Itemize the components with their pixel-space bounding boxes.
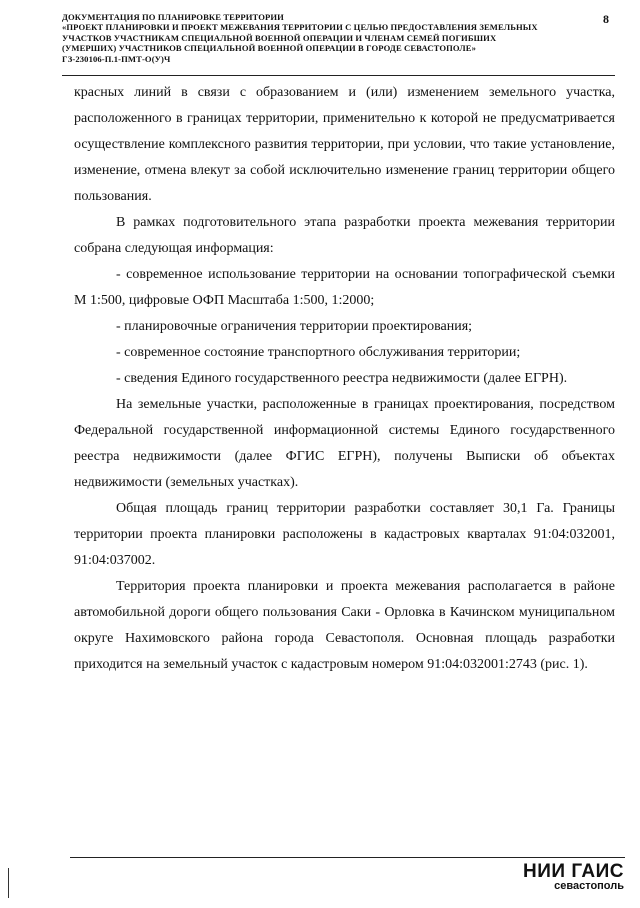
company-logo: [484, 862, 624, 892]
list-item: - сведения Единого государственного реестра недвижимости (далее ЕГРН).: [116, 371, 568, 386]
header-line: «ПРОЕКТ ПЛАНИРОВКИ И ПРОЕКТ МЕЖЕВАНИЯ ТЕРРИТОРИИ С ЦЕЛЬЮ ПРЕДОСТАВЛЕНИЯ ЗЕМЕЛЬНЫХ: [62, 22, 538, 33]
paragraph: Общая площадь границ территории разработки составляет 30,1 Га. Границы территории проекта планировки расположены в кадастровых кварталах 91:04:032001, 91:04:037002.: [74, 501, 615, 568]
paragraph: На земельные участки, расположенные в границах проектирования, посредством Федеральной государственной информационной системы Единого государственного реестра недвижимости (далее ФГИС ЕГРН), получены Выписки об объектах недвижимости (земельных участках).: [74, 397, 615, 490]
footer-divider: [70, 857, 625, 858]
paragraph: Территория проекта планировки и проекта межевания располагается в районе автомобильной дороги общего пользования Саки - Орловка в Качинском муниципальном округе Нахимовского района города Севастополя. Основная площадь разработки приходится на земельный участок с кадастровым номером 91:04:032001:2743 (рис. 1).: [74, 579, 615, 672]
list-item: - современное использование территории на основании топографической съемки М 1:500, цифровые ОФП Масштаба 1:500, 1:2000;: [74, 267, 615, 308]
header-line: ДОКУМЕНТАЦИЯ ПО ПЛАНИРОВКЕ ТЕРРИТОРИИ: [62, 12, 284, 22]
document-body: [74, 80, 615, 678]
list-item: - современное состояние транспортного обслуживания территории;: [116, 345, 521, 360]
header-line: (УМЕРШИХ) УЧАСТНИКОВ СПЕЦИАЛЬНОЙ ВОЕННОЙ ОПЕРАЦИИ В ГОРОДЕ СЕВАСТОПОЛЕ»: [62, 43, 477, 54]
document-code: ГЗ-230106-П.1-ПМТ-О(У)Ч: [62, 53, 171, 64]
page-number: 8: [603, 12, 609, 26]
paragraph: красных линий в связи с образованием и (или) изменением земельного участка, расположенного в границах территории, применительно к которой не предусматривается осуществление комплексного развития территории, при условии, что такие установление, изменение, отмена влекут за собой исключительно изменение границ территории общего пользования.: [74, 85, 615, 204]
margin-mark: [8, 868, 9, 898]
paragraph: В рамках подготовительного этапа разработки проекта межевания территории собрана следующая информация:: [74, 215, 615, 256]
header-line: УЧАСТКОВ УЧАСТНИКАМ СПЕЦИАЛЬНОЙ ВОЕННОЙ ОПЕРАЦИИ И ЧЛЕНАМ СЕМЕЙ ПОГИБШИХ: [62, 32, 497, 43]
logo-subtitle: севастополь: [554, 880, 624, 892]
document-header: [62, 12, 582, 64]
list-item: - планировочные ограничения территории проектирования;: [116, 319, 473, 334]
header-divider: [62, 75, 615, 76]
logo-title: НИИ ГАИС: [523, 861, 624, 882]
